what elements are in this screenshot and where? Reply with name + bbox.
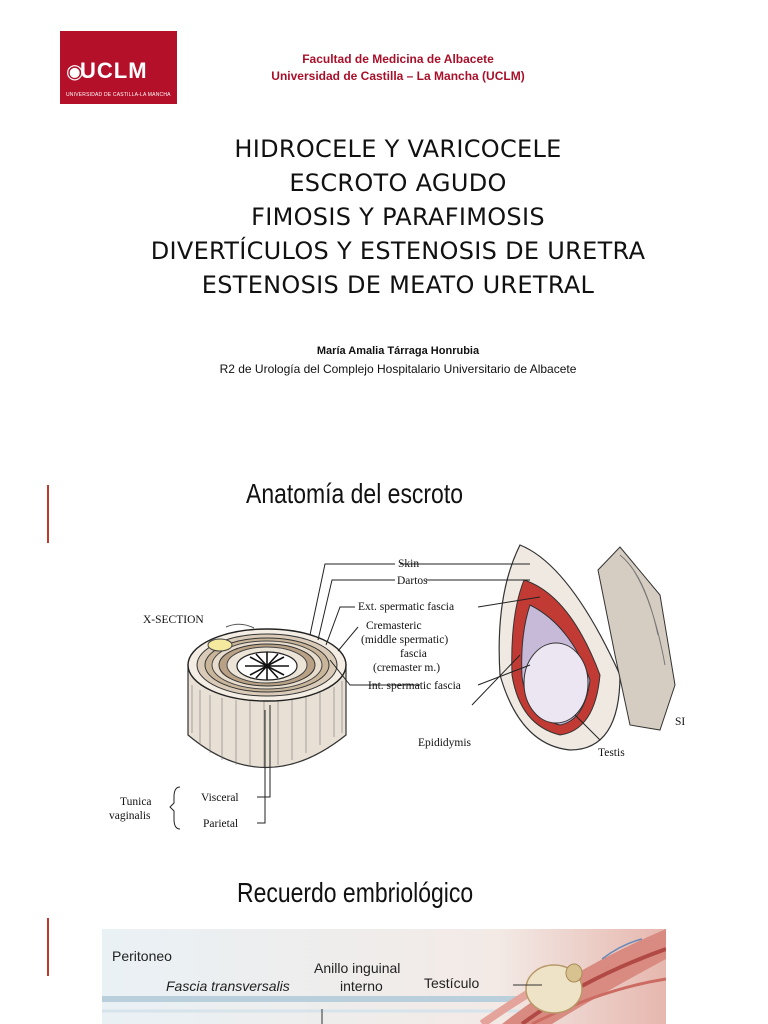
label-xsection: X-SECTION <box>143 614 204 626</box>
author-name: María Amalia Tárraga Honrubia <box>316 345 480 357</box>
logo-brand: UCLM <box>80 58 148 83</box>
title-line: FIMOSIS Y PARAFIMOSIS <box>251 203 545 231</box>
label-testiculo: Testículo <box>424 975 480 991</box>
label-dartos: Dartos <box>397 575 428 587</box>
title-line: ESTENOSIS DE MEATO URETRAL <box>201 271 595 299</box>
label-cremasteric-4: (cremaster m.) <box>373 662 441 674</box>
title-line: DIVERTÍCULOS Y ESTENOSIS DE URETRA <box>150 237 646 265</box>
tunica-brace-icon <box>170 787 180 829</box>
label-int-fascia: Int. spermatic fascia <box>368 680 461 692</box>
label-cremasteric-3: fascia <box>400 648 427 660</box>
label-vaginalis: vaginalis <box>109 810 151 822</box>
cross-section-illustration <box>188 624 346 767</box>
faculty-name: Facultad de Medicina de Albacete <box>302 52 494 66</box>
label-si: SI <box>675 716 686 728</box>
label-cremasteric: Cremasteric <box>366 620 422 632</box>
section-title-anatomia: Anatomía del escroto <box>246 478 463 509</box>
title-line: HIDROCELE Y VARICOCELE <box>234 135 562 163</box>
label-testis: Testis <box>598 747 625 759</box>
label-anillo-interno: interno <box>340 978 383 994</box>
label-skin: Skin <box>398 558 420 570</box>
embryology-figure <box>102 929 666 1024</box>
label-fascia-transversalis: Fascia transversalis <box>166 978 290 994</box>
document-titles <box>100 132 696 302</box>
label-epididymis: Epididymis <box>418 737 472 749</box>
title-line: ESCROTO AGUDO <box>289 169 507 197</box>
label-visceral: Visceral <box>201 792 239 804</box>
label-tunica: Tunica <box>120 796 152 808</box>
scrotum-side-view-illustration <box>499 545 675 750</box>
uclm-logo <box>60 31 177 104</box>
label-peritoneo: Peritoneo <box>112 948 172 964</box>
author-role: R2 de Urología del Complejo Hospitalario Universitario de Albacete <box>219 362 577 376</box>
label-parietal: Parietal <box>203 818 239 830</box>
section-title-embriologia: Recuerdo embriológico <box>237 877 474 908</box>
uclm-emblem-icon: ◉ <box>66 59 84 83</box>
university-name: Universidad de Castilla – La Mancha (UCLM) <box>271 69 525 83</box>
logo-subtitle: UNIVERSIDAD DE CASTILLA-LA MANCHA <box>66 92 171 98</box>
scrotum-anatomy-figure <box>100 535 700 845</box>
section-accent-bar <box>47 485 49 543</box>
label-anillo-inguinal: Anillo inguinal <box>314 960 401 976</box>
section-accent-bar <box>47 918 49 976</box>
label-cremasteric-2: (middle spermatic) <box>361 634 449 646</box>
label-ext-fascia: Ext. spermatic fascia <box>358 601 455 613</box>
